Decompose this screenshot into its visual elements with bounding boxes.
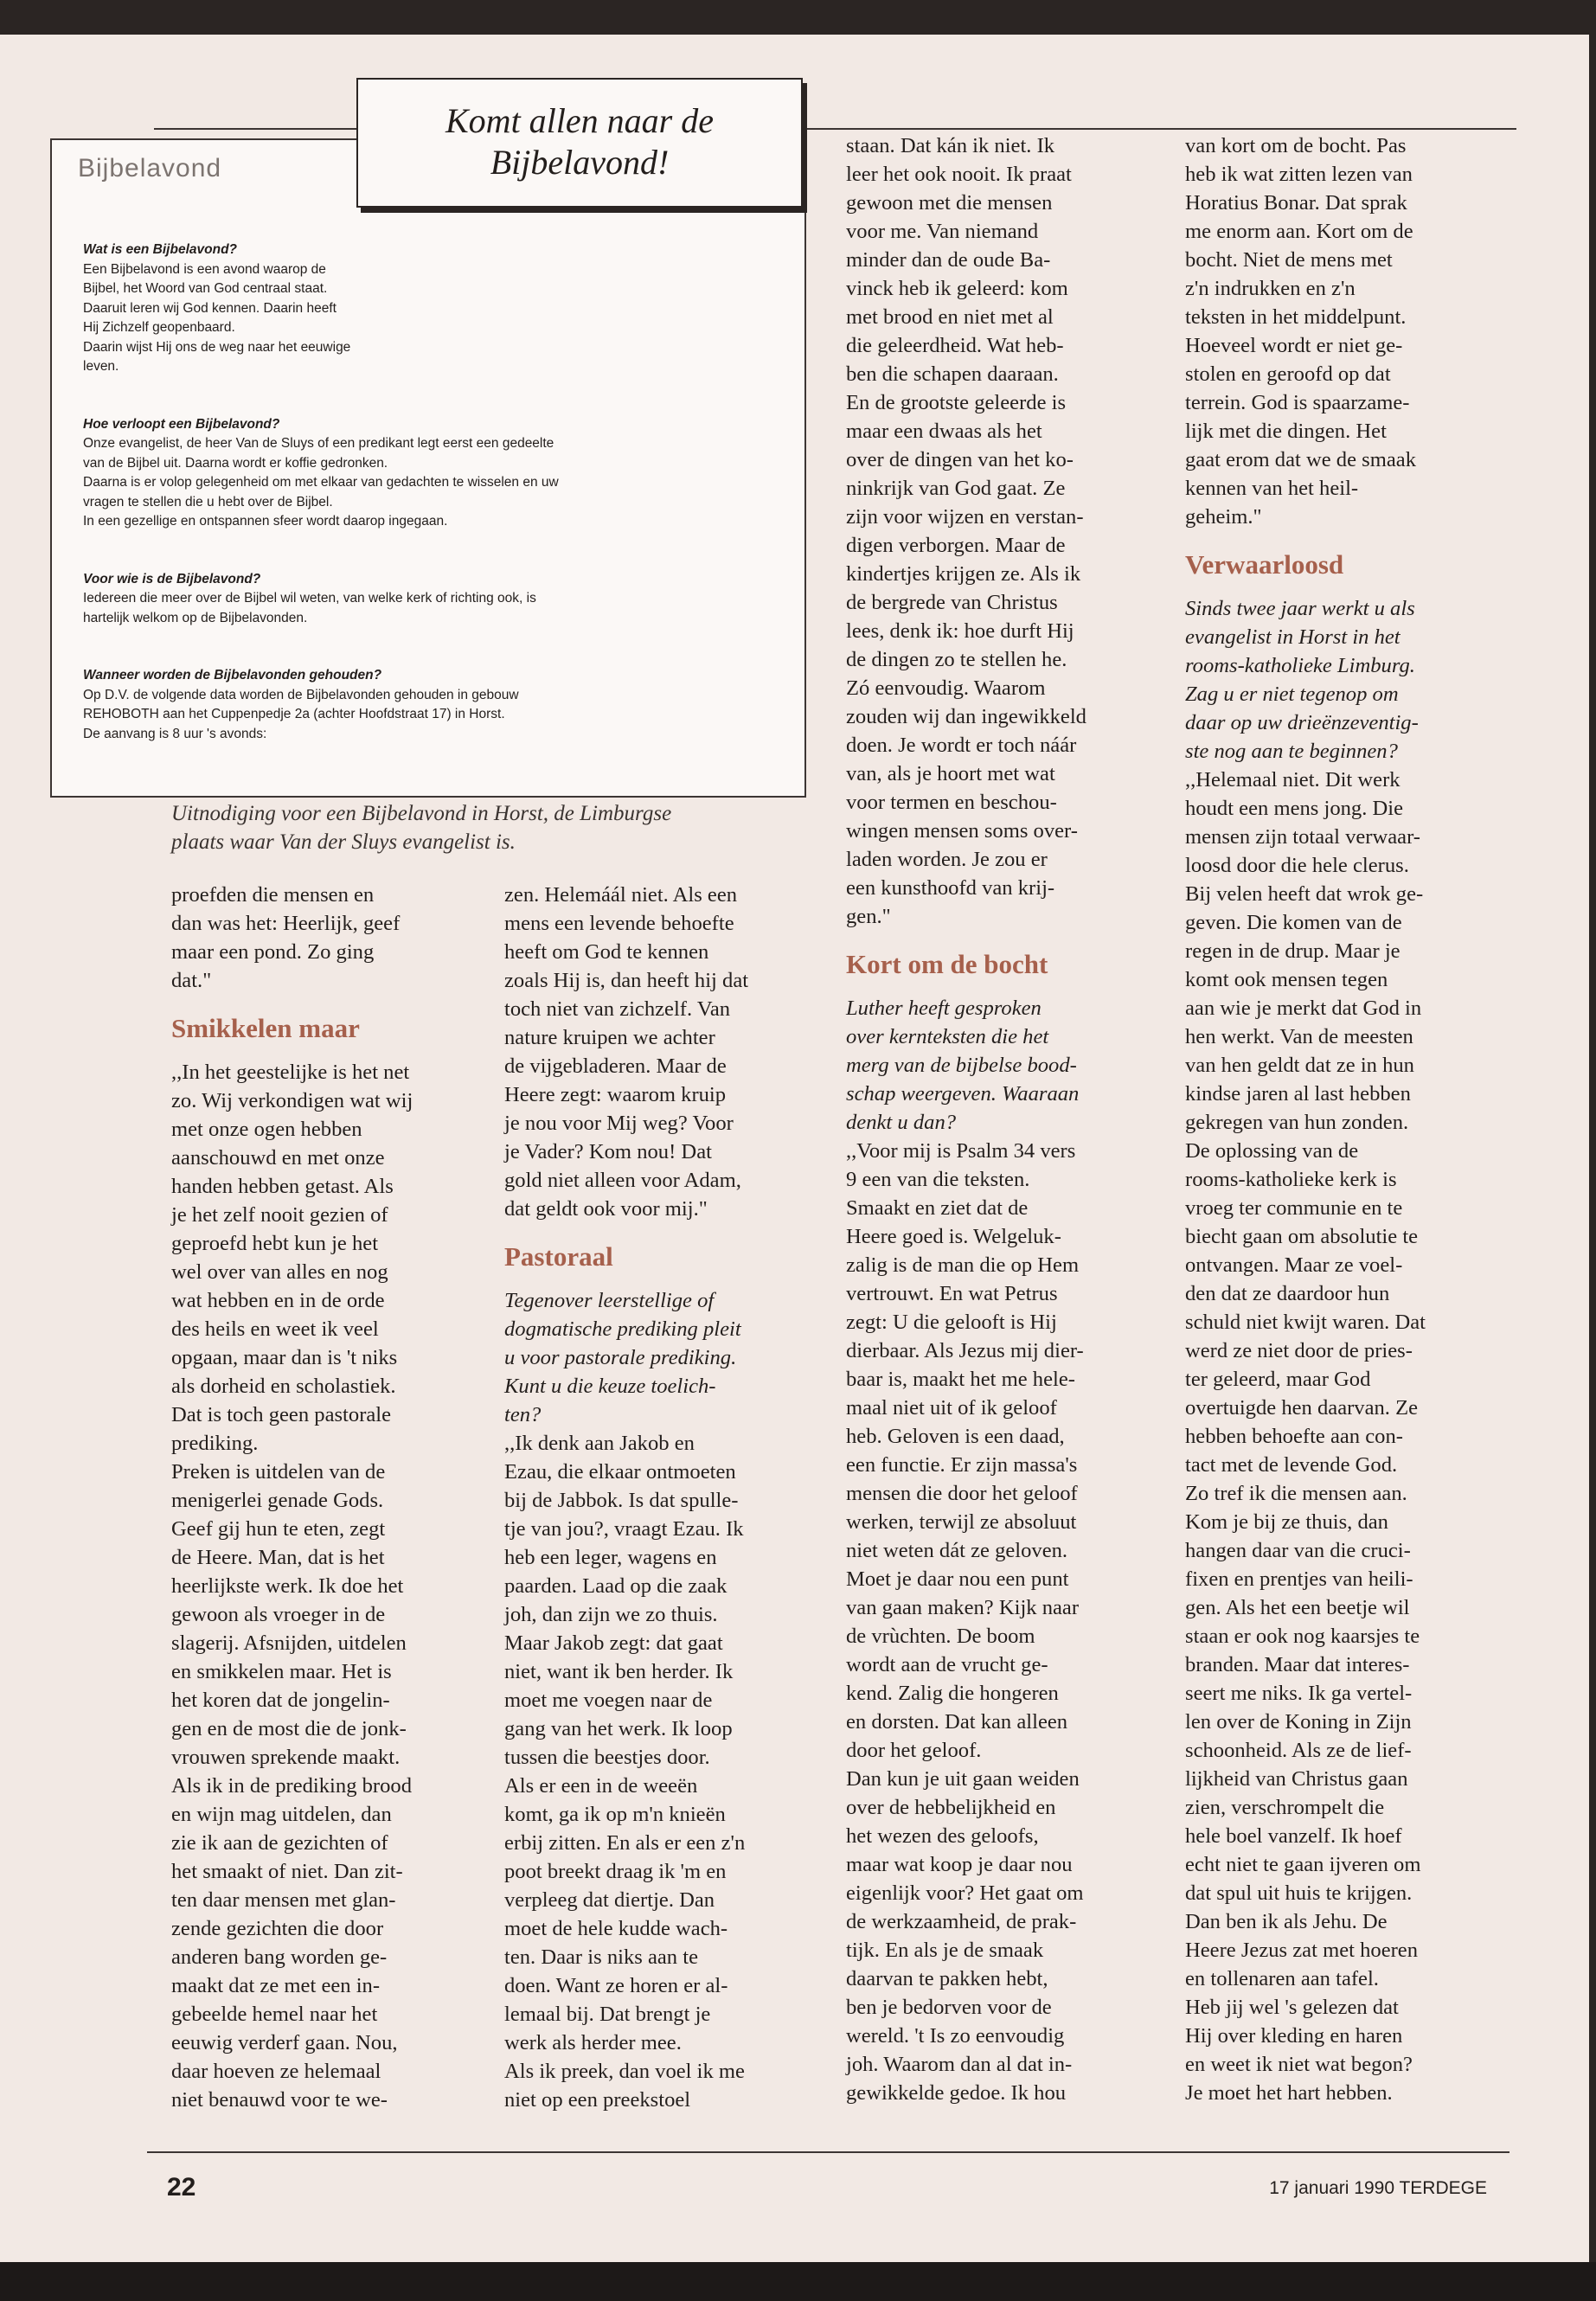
text-line: de Heere. Man, dat is het xyxy=(171,1546,385,1569)
text-line: len over de Koning in Zijn xyxy=(1185,1710,1412,1734)
text-line: bocht. Niet de mens met xyxy=(1185,248,1393,272)
flyer-section xyxy=(83,570,782,629)
text-line: gang van het werk. Ik loop xyxy=(504,1717,733,1740)
text-line: maal niet uit of ik geloof xyxy=(846,1396,1057,1420)
text-line: laden worden. Je zou er xyxy=(846,848,1048,871)
text-line: met onze ogen hebben xyxy=(171,1118,362,1141)
text-line: 9 een van die teksten. xyxy=(846,1168,1030,1191)
text-line: vertrouwt. En wat Petrus xyxy=(846,1282,1058,1305)
interview-question: ste nog aan te beginnen? xyxy=(1185,740,1398,763)
text-line: zalig is de man die op Hem xyxy=(846,1253,1080,1277)
text-line: van gaan maken? Kijk naar xyxy=(846,1596,1080,1619)
text-line: Heere goed is. Welgeluk- xyxy=(846,1225,1061,1248)
text-line: zouden wij dan ingewikkeld xyxy=(846,705,1086,728)
text-line: de werkzaamheid, de prak- xyxy=(846,1910,1077,1933)
text-line: het koren dat de jongelin- xyxy=(171,1689,390,1712)
text-line: z'n indrukken en z'n xyxy=(1185,277,1356,300)
text-line: biecht gaan om absolutie te xyxy=(1185,1225,1419,1248)
interview-question: rooms-katholieke Limburg. xyxy=(1185,654,1415,677)
flyer-section xyxy=(83,415,782,532)
caption-line: Uitnodiging voor een Bijbelavond in Horst, de Limburgse xyxy=(171,802,672,825)
scan-right-border xyxy=(1589,0,1596,2301)
section-heading: Pastoraal xyxy=(504,1241,613,1272)
text-line: gen. Als het een beetje wil xyxy=(1185,1596,1410,1619)
text-line: van kort om de bocht. Pas xyxy=(1185,134,1407,157)
text-line: met brood en niet met al xyxy=(846,305,1054,329)
text-line: lemaal bij. Dat brengt je xyxy=(504,2003,711,2026)
text-line: dan was het: Heerlijk, geef xyxy=(171,912,401,935)
text-line: wat hebben en in de orde xyxy=(171,1289,385,1312)
text-line: maar wat koop je daar nou xyxy=(846,1853,1073,1876)
text-line: Ezau, die elkaar ontmoeten xyxy=(504,1460,736,1484)
text-line: Smaakt en ziet dat de xyxy=(846,1196,1029,1220)
page-number: 22 xyxy=(167,2173,196,2202)
text-line: minder dan de oude Ba- xyxy=(846,248,1051,272)
text-line: als dorheid en scholastiek. xyxy=(171,1375,396,1398)
text-line: overtuigde hen daarvan. Ze xyxy=(1185,1396,1419,1420)
text-line: eigenlijk voor? Het gaat om xyxy=(846,1881,1084,1905)
interview-question: merg van de bijbelse bood- xyxy=(846,1054,1077,1077)
flyer-question: Wanneer worden de Bijbelavonden gehouden? xyxy=(83,668,382,683)
text-line: branden. Maar dat interes- xyxy=(1185,1653,1410,1676)
text-line: je het zelf nooit gezien of xyxy=(171,1203,388,1227)
text-line: prediking. xyxy=(171,1432,259,1455)
text-line: leer het ook nooit. Ik praat xyxy=(846,163,1072,186)
text-line: anderen bang worden ge- xyxy=(171,1945,388,1969)
text-line: des heils en weet ik veel xyxy=(171,1317,379,1341)
text-line: ,,Voor mij is Psalm 34 vers xyxy=(846,1139,1076,1163)
text-line: fixen en prentjes van heili- xyxy=(1185,1567,1413,1591)
text-line: ben je bedorven voor de xyxy=(846,1996,1052,2019)
text-line: komt, ga ik op m'n knieën xyxy=(504,1803,726,1826)
text-line: hen werkt. Van de meesten xyxy=(1185,1025,1413,1048)
flyer-line: Iedereen die meer over de Bijbel wil weten, van welke kerk of richting ook, is xyxy=(83,591,536,606)
text-line: dat spul uit huis te krijgen. xyxy=(1185,1881,1413,1905)
text-line: lees, denk ik: hoe durft Hij xyxy=(846,619,1074,643)
interview-question: Kunt u die keuze toelich- xyxy=(504,1375,716,1398)
text-line: Geef gij hun te eten, zegt xyxy=(171,1517,386,1541)
text-line: schoonheid. Als ze de lief- xyxy=(1185,1739,1412,1762)
text-line: van hen geldt dat ze in hun xyxy=(1185,1054,1414,1077)
text-line: een functie. Er zijn massa's xyxy=(846,1453,1078,1477)
text-line: je Vader? Kom nou! Dat xyxy=(504,1140,712,1163)
text-line: Moet je daar nou een punt xyxy=(846,1567,1069,1591)
flyer-line: Een Bijbelavond is een avond waarop de xyxy=(83,261,326,277)
text-line: en tollenaren aan tafel. xyxy=(1185,1967,1379,1990)
flyer-line: De aanvang is 8 uur 's avonds: xyxy=(83,726,267,741)
flyer-body xyxy=(83,240,782,782)
text-line: de vijgebladeren. Maar de xyxy=(504,1054,727,1078)
caption-line: plaats waar Van der Sluys evangelist is. xyxy=(171,830,516,854)
text-line: over de hebbelijkheid en xyxy=(846,1796,1056,1819)
text-line: van, als je hoort met wat xyxy=(846,762,1055,785)
text-line: Als ik in de prediking brood xyxy=(171,1774,413,1798)
text-line: staan. Dat kán ik niet. Ik xyxy=(846,134,1055,157)
text-line: die geleerdheid. Wat heb- xyxy=(846,334,1064,357)
text-line: stolen en geroofd op dat xyxy=(1185,362,1391,386)
text-line: maakt dat ze met een in- xyxy=(171,1974,381,1997)
text-line: wel over van alles en nog xyxy=(171,1260,388,1284)
interview-question: Tegenover leerstellige of xyxy=(504,1289,715,1312)
text-line: maar een pond. Zo ging xyxy=(171,940,375,964)
flyer-line: van de Bijbel uit. Daarna wordt er koffie gedronken. xyxy=(83,455,388,471)
text-line: nature kruipen we achter xyxy=(504,1026,715,1049)
text-line: moet de hele kudde wach- xyxy=(504,1917,728,1940)
text-line: kindse jaren al last hebben xyxy=(1185,1082,1411,1106)
text-line: zoals Hij is, dan heeft hij dat xyxy=(504,969,749,992)
text-line: handen hebben getast. Als xyxy=(171,1175,394,1198)
text-line: wereld. 't Is zo eenvoudig xyxy=(846,2024,1065,2048)
text-line: gen." xyxy=(846,905,891,928)
scan-top-border xyxy=(0,0,1596,35)
text-line: gewoon met die mensen xyxy=(846,191,1053,215)
text-line: werd ze niet door de pries- xyxy=(1185,1339,1413,1362)
text-line: en smikkelen maar. Het is xyxy=(171,1660,392,1683)
flyer-line: vragen te stellen die u hebt over de Bijbel. xyxy=(83,494,333,510)
flyer-title: Komt allen naar de Bijbelavond! xyxy=(445,101,714,182)
text-line: joh, dan zijn we zo thuis. xyxy=(504,1603,718,1626)
text-line: kindertjes krijgen ze. Als ik xyxy=(846,562,1081,586)
text-line: niet benauwd voor te we- xyxy=(171,2088,388,2112)
flyer-line: REHOBOTH aan het Cuppenpedje 2a (achter Hoofdstraat 17) in Horst. xyxy=(83,707,505,721)
text-line: zien, verschrompelt die xyxy=(1185,1796,1385,1819)
text-line: paarden. Laad op die zaak xyxy=(504,1574,727,1598)
text-line: proefden die mensen en xyxy=(171,883,375,907)
text-line: tje van jou?, vraagt Ezau. Ik xyxy=(504,1517,744,1541)
text-line: En de grootste geleerde is xyxy=(846,391,1067,414)
text-line: de dingen zo te stellen he. xyxy=(846,648,1067,671)
text-line: baar is, maakt het me hele- xyxy=(846,1368,1075,1391)
text-line: Als er een in de weeën xyxy=(504,1774,698,1798)
bottom-rule xyxy=(147,2151,1509,2153)
text-line: heeft om God te kennen xyxy=(504,940,709,964)
text-line: daar hoeven ze helemaal xyxy=(171,2060,381,2083)
text-line: door het geloof. xyxy=(846,1739,982,1762)
flyer-title-box xyxy=(356,78,803,208)
text-line: kend. Zalig die hongeren xyxy=(846,1682,1059,1705)
flyer-line: Hij Zichzelf geopenbaard. xyxy=(83,320,235,335)
text-line: seert me niks. Ik ga vertel- xyxy=(1185,1682,1413,1705)
text-line: gold niet alleen voor Adam, xyxy=(504,1169,741,1192)
article-column-2 xyxy=(504,881,817,2114)
text-line: voor me. Van niemand xyxy=(846,220,1039,243)
text-line: Zo tref ik die mensen aan. xyxy=(1185,1482,1407,1505)
text-line: niet op een preekstoel xyxy=(504,2088,691,2112)
text-line: ontvangen. Maar ze voel- xyxy=(1185,1253,1403,1277)
text-line: ter geleerd, maar God xyxy=(1185,1368,1371,1391)
text-line: niet, want ik ben herder. Ik xyxy=(504,1660,734,1683)
text-line: daarvan te pakken hebt, xyxy=(846,1967,1048,1990)
text-line: houdt een mens jong. Die xyxy=(1185,797,1404,820)
text-line: heb. Geloven is een daad, xyxy=(846,1425,1065,1448)
section-heading: Kort om de bocht xyxy=(846,949,1048,979)
text-line: ben die schapen daaraan. xyxy=(846,362,1059,386)
text-line: wingen mensen soms over- xyxy=(846,819,1078,843)
text-line: dierbaar. Als Jezus mij dier- xyxy=(846,1339,1084,1362)
flyer-question: Wat is een Bijbelavond? xyxy=(83,242,238,257)
flyer-line: Daarna is er volop gelegenheid om met elkaar van gedachten te wisselen en uw xyxy=(83,475,559,490)
text-line: je nou voor Mij weg? Voor xyxy=(504,1112,734,1135)
text-line: aan wie je merkt dat God in xyxy=(1185,997,1422,1020)
interview-question: Sinds twee jaar werkt u als xyxy=(1185,597,1415,620)
text-line: digen verborgen. Maar de xyxy=(846,534,1066,557)
text-line: niet weten dát ze geloven. xyxy=(846,1539,1068,1562)
text-line: ten daar mensen met glan- xyxy=(171,1888,396,1912)
text-line: aanschouwd en met onze xyxy=(171,1146,385,1170)
text-line: verpleeg dat diertje. Dan xyxy=(504,1888,715,1912)
text-line: Dan ben ik als Jehu. De xyxy=(1185,1910,1388,1933)
interview-question: Luther heeft gesproken xyxy=(846,997,1042,1020)
text-line: Heere Jezus zat met hoeren xyxy=(1185,1939,1419,1962)
text-line: eeuwig verderf gaan. Nou, xyxy=(171,2031,398,2054)
text-line: Preken is uitdelen van de xyxy=(171,1460,386,1484)
scan-bottom-border xyxy=(0,2262,1596,2301)
text-line: komt ook mensen tegen xyxy=(1185,968,1388,991)
text-line: gen en de most die de jonk- xyxy=(171,1717,407,1740)
interview-question: evangelist in Horst in het xyxy=(1185,625,1401,649)
image-caption xyxy=(171,799,801,856)
text-line: kennen van het heil- xyxy=(1185,477,1359,500)
flyer-line: Daarin wijst Hij ons de weg naar het eeuwige xyxy=(83,339,351,355)
text-line: bij de Jabbok. Is dat spulle- xyxy=(504,1489,739,1512)
flyer-question: Hoe verloopt een Bijbelavond? xyxy=(83,416,280,432)
text-line: ,,Ik denk aan Jakob en xyxy=(504,1432,695,1455)
text-line: staan er ook nog kaarsjes te xyxy=(1185,1625,1420,1648)
text-line: mensen die door het geloof xyxy=(846,1482,1078,1505)
text-line: vrouwen sprekende maakt. xyxy=(171,1746,401,1769)
text-line: De oplossing van de xyxy=(1185,1139,1359,1163)
text-line: Dan kun je uit gaan weiden xyxy=(846,1767,1080,1791)
text-line: vinck heb ik geleerd: kom xyxy=(846,277,1068,300)
text-line: en dorsten. Dat kan alleen xyxy=(846,1710,1068,1734)
text-line: doen. Want ze horen er al- xyxy=(504,1974,728,1997)
text-line: wordt aan de vrucht ge- xyxy=(846,1653,1048,1676)
text-line: toch niet van zichzelf. Van xyxy=(504,997,731,1021)
text-line: over de dingen van het ko- xyxy=(846,448,1074,471)
text-line: Maar Jakob zegt: dat gaat xyxy=(504,1631,723,1655)
text-line: Dat is toch geen pastorale xyxy=(171,1403,392,1426)
text-line: ten. Daar is niks aan te xyxy=(504,1945,698,1969)
text-line: gekregen van hun zonden. xyxy=(1185,1111,1409,1134)
text-line: zende gezichten die door xyxy=(171,1917,384,1940)
text-line: mensen zijn totaal verwaar- xyxy=(1185,825,1420,849)
text-line: een kunsthoofd van krij- xyxy=(846,876,1055,900)
text-line: gebeelde hemel naar het xyxy=(171,2003,378,2026)
text-line: joh. Waarom dan al dat in- xyxy=(846,2053,1073,2076)
flyer-line: hartelijk welkom op de Bijbelavonden. xyxy=(83,610,308,625)
flyer-line: Onze evangelist, de heer Van de Sluys of een predikant legt eerst een gedeelte xyxy=(83,436,554,451)
text-line: geheim." xyxy=(1185,505,1262,529)
flyer-question: Voor wie is de Bijbelavond? xyxy=(83,571,261,586)
text-line: Heere zegt: waarom kruip xyxy=(504,1083,727,1106)
text-line: ,,In het geestelijke is het net xyxy=(171,1061,410,1084)
text-line: Horatius Bonar. Dat sprak xyxy=(1185,191,1407,215)
text-line: gewoon als vroeger in de xyxy=(171,1603,386,1626)
text-line: regen in de drup. Maar je xyxy=(1185,939,1401,963)
interview-question: dogmatische prediking pleit xyxy=(504,1317,741,1341)
text-line: rooms-katholieke kerk is xyxy=(1185,1168,1397,1191)
interview-question: Zag u er niet tegenop om xyxy=(1185,683,1399,706)
text-line: maar een dwaas als het xyxy=(846,420,1042,443)
article-column-1 xyxy=(171,881,478,2114)
text-line: Zó eenvoudig. Waarom xyxy=(846,676,1046,700)
text-line: ninkrijk van God gaat. Ze xyxy=(846,477,1066,500)
text-line: erbij zitten. En als er een z'n xyxy=(504,1831,746,1855)
invitation-flyer xyxy=(50,138,806,798)
text-line: het smaakt of niet. Dan zit- xyxy=(171,1860,403,1883)
text-line: Als ik preek, dan voel ik me xyxy=(504,2060,745,2083)
text-line: dat." xyxy=(171,969,212,992)
text-line: zo. Wij verkondigen wat wij xyxy=(171,1089,413,1112)
text-line: geproefd hebt kun je het xyxy=(171,1232,379,1255)
publication-date: 17 januari 1990 TERDEGE xyxy=(1269,2178,1487,2198)
text-line: tact met de levende God. xyxy=(1185,1453,1398,1477)
text-line: en wijn mag uitdelen, dan xyxy=(171,1803,392,1826)
text-line: doen. Je wordt er toch náár xyxy=(846,734,1077,757)
text-line: terrein. God is spaarzame- xyxy=(1185,391,1410,414)
interview-question: daar op uw drieënzeventig- xyxy=(1185,711,1419,734)
text-line: poot breekt draag ik 'm en xyxy=(504,1860,727,1883)
text-line: echt niet te gaan ijveren om xyxy=(1185,1853,1421,1876)
text-line: gaat erom dat we de smaak xyxy=(1185,448,1417,471)
text-line: me enorm aan. Kort om de xyxy=(1185,220,1413,243)
flyer-header: Bijbelavond xyxy=(78,154,222,183)
flyer-section xyxy=(83,240,782,377)
text-line: hele boel vanzelf. Ik hoef xyxy=(1185,1824,1402,1848)
text-line: en weet ik niet wat begon? xyxy=(1185,2053,1413,2076)
flyer-line: In een gezellige en ontspannen sfeer wordt daarop ingegaan. xyxy=(83,514,448,529)
interview-question: over kernteksten die het xyxy=(846,1025,1049,1048)
text-line: werk als herder mee. xyxy=(504,2031,682,2054)
text-line: het wezen des geloofs, xyxy=(846,1824,1039,1848)
text-line: vroeg ter communie en te xyxy=(1185,1196,1403,1220)
text-line: Je moet het hart hebben. xyxy=(1185,2081,1393,2105)
text-line: loosd door die hele clerus. xyxy=(1185,854,1409,877)
text-line: slagerij. Afsnijden, uitdelen xyxy=(171,1631,407,1655)
text-line: schuld niet kwijt waren. Dat xyxy=(1185,1311,1426,1334)
interview-question: u voor pastorale prediking. xyxy=(504,1346,737,1369)
section-heading: Verwaarloosd xyxy=(1185,549,1344,580)
text-line: heb ik wat zitten lezen van xyxy=(1185,163,1413,186)
flyer-line: Op D.V. de volgende data worden de Bijbelavonden gehouden in gebouw xyxy=(83,687,519,702)
article-column-4 xyxy=(1185,131,1501,2107)
text-line: zijn voor wijzen en verstan- xyxy=(846,505,1084,529)
text-line: Bij velen heeft dat wrok ge- xyxy=(1185,882,1424,906)
text-line: tussen die beestjes door. xyxy=(504,1746,710,1769)
text-line: mens een levende behoefte xyxy=(504,912,734,935)
text-line: gewikkelde gedoe. Ik hou xyxy=(846,2081,1067,2105)
text-line: Heb jij wel 's gelezen dat xyxy=(1185,1996,1399,2019)
text-line: den dat ze daardoor hun xyxy=(1185,1282,1390,1305)
text-line: de vrùchten. De boom xyxy=(846,1625,1035,1648)
interview-question: schap weergeven. Waaraan xyxy=(846,1082,1080,1106)
text-line: dat geldt ook voor mij." xyxy=(504,1197,708,1221)
interview-question: denkt u dan? xyxy=(846,1111,957,1134)
flyer-line: Daaruit leren wij God kennen. Daarin heeft xyxy=(83,300,337,316)
interview-question: ten? xyxy=(504,1403,542,1426)
text-line: de bergrede van Christus xyxy=(846,591,1058,614)
text-line: werken, terwijl ze absoluut xyxy=(846,1510,1077,1534)
text-line: heb een leger, wagens en xyxy=(504,1546,717,1569)
section-heading: Smikkelen maar xyxy=(171,1013,360,1043)
text-line: moet me voegen naar de xyxy=(504,1689,713,1712)
text-line: voor termen en beschou- xyxy=(846,791,1057,814)
text-line: ,,Helemaal niet. Dit werk xyxy=(1185,768,1401,792)
flyer-line: leven. xyxy=(83,359,119,374)
text-line: menigerlei genade Gods. xyxy=(171,1489,384,1512)
article-column-3 xyxy=(846,131,1162,2107)
text-line: heerlijkste werk. Ik doe het xyxy=(171,1574,404,1598)
text-line: zie ik aan de gezichten of xyxy=(171,1831,388,1855)
flyer-section xyxy=(83,666,782,744)
text-line: hebben behoefte aan con- xyxy=(1185,1425,1403,1448)
flyer-line: Bijbel, het Woord van God centraal staat. xyxy=(83,281,328,296)
text-line: zen. Helemáál niet. Als een xyxy=(504,883,738,907)
text-line: zegt: U die gelooft is Hij xyxy=(846,1311,1057,1334)
text-line: geven. Die komen van de xyxy=(1185,911,1402,934)
text-line: Kom je bij ze thuis, dan xyxy=(1185,1510,1388,1534)
text-line: opgaan, maar dan is 't niks xyxy=(171,1346,398,1369)
text-line: lijk met die dingen. Het xyxy=(1185,420,1387,443)
text-line: Hij over kleding en haren xyxy=(1185,2024,1403,2048)
text-line: lijkheid van Christus gaan xyxy=(1185,1767,1408,1791)
text-line: tijk. En als je de smaak xyxy=(846,1939,1044,1962)
text-line: Hoeveel wordt er niet ge- xyxy=(1185,334,1403,357)
text-line: hangen daar van die cruci- xyxy=(1185,1539,1411,1562)
text-line: teksten in het middelpunt. xyxy=(1185,305,1407,329)
